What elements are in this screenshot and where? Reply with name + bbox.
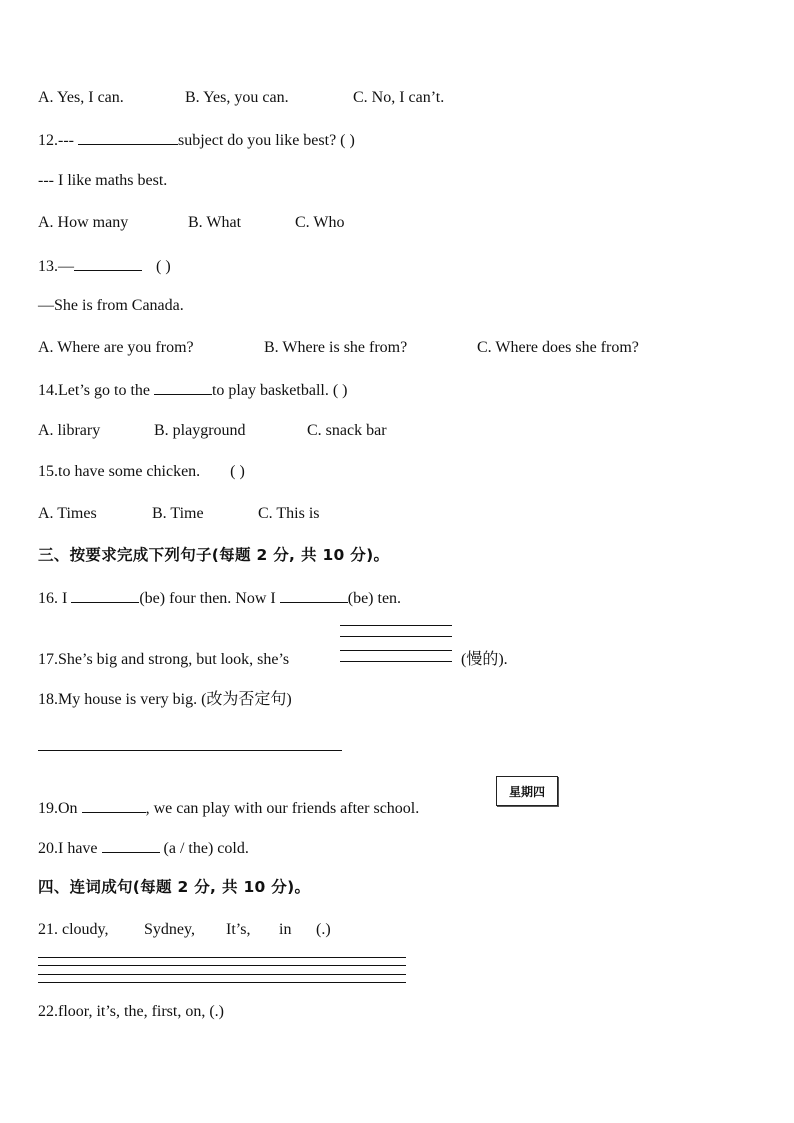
q19-blank[interactable] (82, 797, 146, 813)
question-18: 18.My house is very big. (改为否定句) (38, 691, 292, 708)
q12-text: subject do you like best? ( ) (177, 132, 355, 149)
question-19 (38, 797, 419, 819)
question-17 (38, 650, 289, 670)
q14-option-c: C. snack bar (307, 422, 387, 439)
q15-option-a: A. Times (38, 505, 97, 522)
q20-blank[interactable] (102, 837, 160, 853)
q19-text: , we can play with our friends after school. (145, 800, 420, 817)
question-13 (38, 255, 171, 277)
q13-option-a: A. Where are you from? (38, 339, 194, 356)
question-22: 22.floor, it’s, the, first, on, (.) (38, 1003, 224, 1020)
q13-option-c: C. Where does she from? (477, 339, 639, 356)
q17-writing-line[interactable] (340, 650, 452, 651)
q21-writing-line[interactable] (38, 982, 406, 983)
question-16 (38, 587, 401, 609)
q13-option-b: B. Where is she from? (264, 339, 408, 356)
q12-blank[interactable] (78, 129, 178, 145)
q17-writing-line[interactable] (340, 661, 452, 662)
q21-word: 21. cloudy, (38, 921, 109, 938)
question-15 (38, 462, 245, 482)
q14-option-b: B. playground (154, 422, 246, 439)
q21-word: in (279, 921, 292, 938)
q13-prefix: 13.— (38, 258, 74, 275)
q21-writing-line[interactable] (38, 957, 406, 958)
q16-after: (be) ten. (347, 590, 402, 607)
q14-text: to play basketball. ( ) (211, 382, 348, 399)
question-12 (38, 129, 355, 151)
q16-blank-1[interactable] (71, 587, 139, 603)
q14-blank[interactable] (154, 379, 212, 395)
q16-prefix: 16. I (38, 590, 68, 607)
section-3-heading: 三、按要求完成下列句子(每题 2 分, 共 10 分)。 (38, 546, 390, 564)
q21-word: (.) (316, 921, 331, 938)
q17-hint: (慢的). (461, 651, 508, 668)
q18-answer-line[interactable] (38, 750, 342, 751)
q21-writing-line[interactable] (38, 965, 406, 966)
q21-word: Sydney, (144, 921, 195, 938)
q15-text: 15.to have some chicken. (38, 463, 201, 480)
q12-option-c: C. Who (295, 214, 345, 231)
q19-prefix: 19.On (38, 800, 78, 817)
q12-option-a: A. How many (38, 214, 129, 231)
question-20 (38, 837, 249, 859)
q16-blank-2[interactable] (280, 587, 348, 603)
q20-prefix: 20.I have (38, 840, 98, 857)
section-4-heading: 四、连词成句(每题 2 分, 共 10 分)。 (38, 878, 311, 896)
q21-word: It’s, (226, 921, 251, 938)
q12-option-b: B. What (188, 214, 242, 231)
q12-answer: --- I like maths best. (38, 172, 168, 189)
q12-prefix: 12.--- (38, 132, 74, 149)
q15-paren: ( ) (230, 463, 245, 480)
question-14 (38, 379, 348, 401)
q20-after: (a / the) cold. (163, 840, 249, 857)
q11-option-b: B. Yes, you can. (185, 89, 289, 106)
q15-option-b: B. Time (152, 505, 204, 522)
q11-option-c: C. No, I can’t. (353, 89, 445, 106)
q15-option-c: C. This is (258, 505, 320, 522)
q13-answer: —She is from Canada. (38, 297, 184, 314)
weekday-card: 星期四 (496, 776, 558, 806)
q11-option-a: A. Yes, I can. (38, 89, 124, 106)
q13-blank[interactable] (74, 255, 142, 271)
q14-option-a: A. library (38, 422, 101, 439)
q17-prefix: 17.She’s big and strong, but look, she’s (38, 651, 290, 668)
q16-mid: (be) four then. Now I (139, 590, 276, 607)
q17-writing-line[interactable] (340, 625, 452, 626)
q14-prefix: 14.Let’s go to the (38, 382, 150, 399)
q21-writing-line[interactable] (38, 974, 406, 975)
q17-writing-line[interactable] (340, 636, 452, 637)
q13-paren: ( ) (156, 258, 171, 275)
